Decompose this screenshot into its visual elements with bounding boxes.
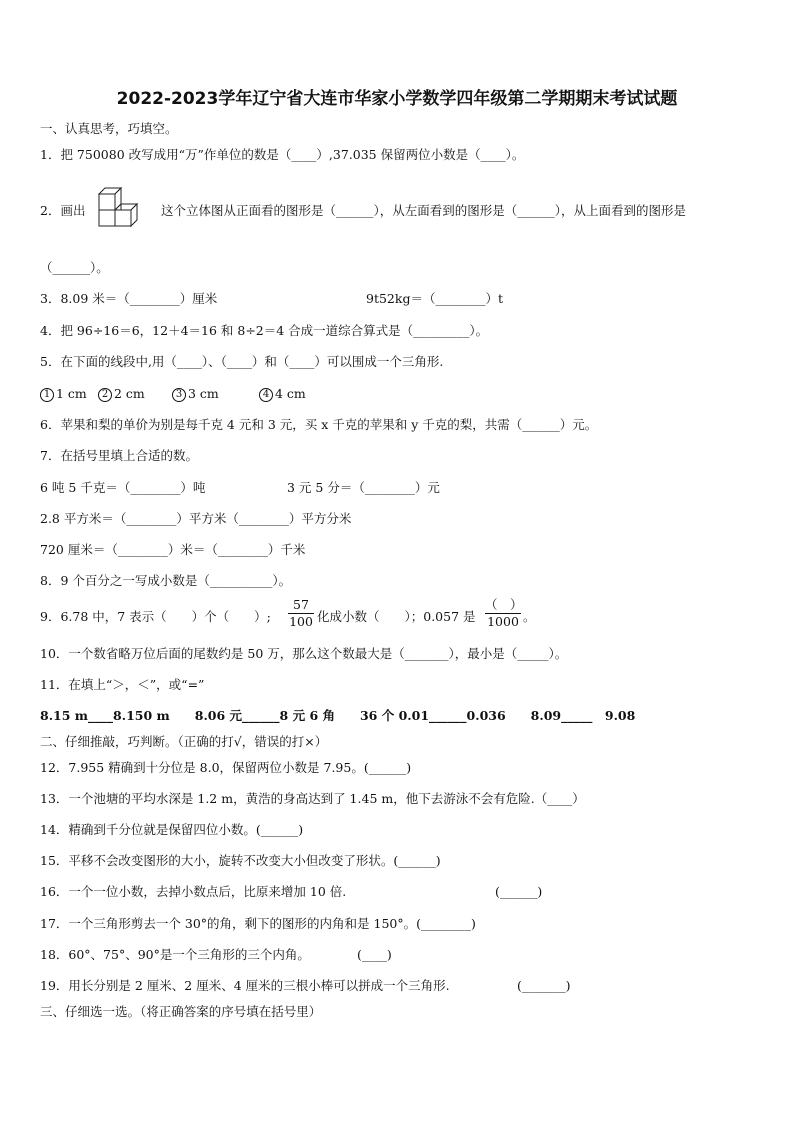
q5-option-1	[40, 386, 87, 402]
section-3-heading: 三、仔细选一选。（将正确答案的序号填在括号里）	[40, 1004, 322, 1019]
question-13: 13．一个池塘的平均水深是 1.2 m，黄浩的身高达到了 1.45 m，他下去游泳不会有危险.（____）	[40, 791, 585, 806]
fraction-numerator: （ ）	[485, 597, 523, 612]
option-marker: 3	[172, 388, 186, 402]
q5-option-2	[98, 386, 145, 402]
question-11: 11．在填上“＞，＜”，或“=”	[40, 677, 205, 692]
q5-option-4	[259, 386, 306, 402]
fraction-57-100	[288, 598, 314, 629]
question-19: 19．用长分别是 2 厘米、2 厘米、4 厘米的三根小棒可以拼成一个三角形.	[40, 978, 450, 993]
fraction-blank-1000	[485, 598, 521, 629]
option-marker: 1	[40, 388, 54, 402]
question-15: 15．平移不会改变图形的大小，旋转不改变大小但改变了形状。(______)	[40, 853, 441, 868]
fraction-denominator: 100	[289, 614, 313, 629]
question-8: 8．9 个百分之一写成小数是（__________）。	[40, 573, 292, 588]
q5-option-3	[172, 386, 219, 402]
question-14: 14．精确到千分位就是保留四位小数。(______)	[40, 822, 304, 837]
question-2-prefix: 2．画出	[40, 203, 86, 218]
question-16-blank: (______)	[495, 884, 543, 899]
question-11-row: 8.15 m____8.150 m 8.06 元______8 元 6 角 36 个 0.01______0.036 8.09_____ 9.08	[40, 708, 636, 723]
option-label: 1 cm	[56, 386, 87, 401]
question-12: 12．7.955 精确到十分位是 8.0，保留两位小数是 7.95。(______)	[40, 760, 412, 775]
question-9a: 9．6.78 中，7 表示（ ）个（ ）;	[40, 609, 271, 624]
question-6: 6．苹果和梨的单价为别是每千克 4 元和 3 元，买 x 千克的苹果和 y 千克的梨，共需（______）元。	[40, 417, 598, 432]
question-9b: 化成小数（ ）；0.057 是	[317, 609, 476, 624]
question-5: 5．在下面的线段中,用（____）、（____）和（____）可以围成一个三角形.	[40, 354, 444, 369]
question-10: 10．一个数省略万位后面的尾数约是 50 万，那么这个数最大是（_______），最小是（_____）。	[40, 646, 568, 661]
question-18-blank: (____)	[357, 947, 392, 962]
question-3a: 3．8.09 米＝（________）厘米	[40, 291, 218, 306]
fraction-denominator: 1000	[487, 614, 519, 629]
page-title: 2022-2023学年辽宁省大连市华家小学数学四年级第二学期期末考试试题	[116, 89, 678, 109]
question-7-row-1b: 3 元 5 分＝（________）元	[287, 480, 440, 495]
cube-figure	[97, 184, 153, 240]
question-16: 16．一个一位小数，去掉小数点后，比原来增加 10 倍.	[40, 884, 347, 899]
question-4: 4．把 96÷16＝6，12＋4＝16 和 8÷2＝4 合成一道综合算式是（_________）。	[40, 323, 489, 338]
question-2-continuation: （______）。	[40, 260, 109, 275]
option-label: 2 cm	[114, 386, 145, 401]
question-9c: 。	[523, 609, 536, 624]
question-7-row-3: 720 厘米＝（________）米＝（________）千米	[40, 542, 306, 557]
question-7: 7．在括号里填上合适的数。	[40, 448, 198, 463]
section-1-heading: 一、认真思考，巧填空。	[40, 121, 178, 136]
question-3b: 9t52kg＝（________）t	[366, 291, 503, 306]
question-1: 1．把 750080 改写成用“万”作单位的数是（____）,37.035 保留两位小数是（____）。	[40, 147, 525, 162]
section-2-heading: 二、仔细推敲，巧判断。（正确的打√，错误的打×）	[40, 734, 328, 749]
question-7-row-2: 2.8 平方米＝（________）平方米（________）平方分米	[40, 511, 352, 526]
question-2-text: 这个立体图从正面看的图形是（______），从左面看到的图形是（______），从上面看到的图形是	[161, 203, 687, 218]
question-7-row-1a: 6 吨 5 千克＝（________）吨	[40, 480, 206, 495]
option-label: 3 cm	[188, 386, 219, 401]
question-17: 17．一个三角形剪去一个 30°的角，剩下的图形的内角和是 150°。(________)	[40, 916, 476, 931]
option-label: 4 cm	[275, 386, 306, 401]
option-marker: 2	[98, 388, 112, 402]
question-19-blank: (_______)	[517, 978, 571, 993]
option-marker: 4	[259, 388, 273, 402]
question-18: 18．60°、75°、90°是一个三角形的三个内角。	[40, 947, 310, 962]
fraction-numerator: 57	[293, 597, 309, 612]
